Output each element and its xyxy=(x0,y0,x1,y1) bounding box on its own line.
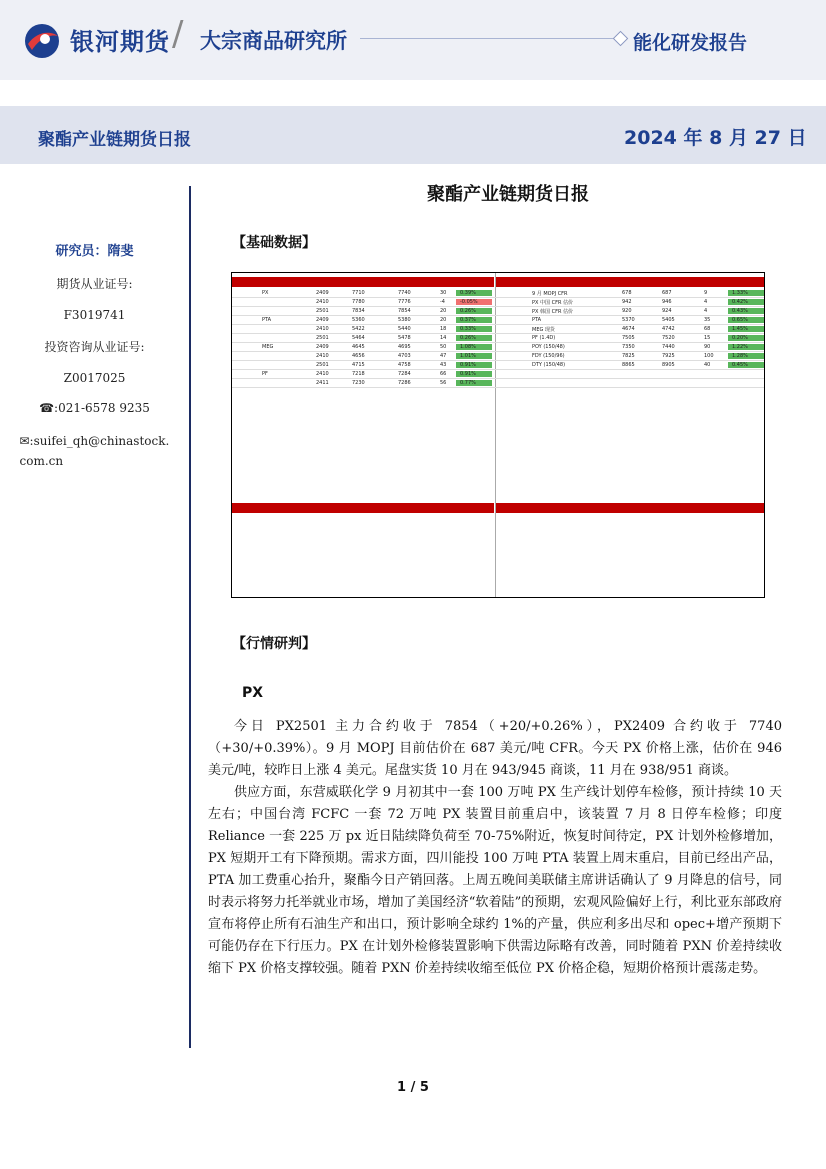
table-cell: FDY (150/96) xyxy=(532,353,565,359)
change-pct-text: 0.33% xyxy=(460,326,476,332)
table-cell: 90 xyxy=(704,344,711,350)
table-cell: 2410 xyxy=(316,326,329,332)
table-cell: 47 xyxy=(440,353,447,359)
change-pct-cell xyxy=(728,353,764,359)
change-pct-cell xyxy=(728,326,764,332)
table-cell: PF xyxy=(262,371,268,377)
change-pct-text: 1.33% xyxy=(732,290,748,296)
subsection-px: PX xyxy=(242,685,264,701)
table-cell: 7440 xyxy=(662,344,675,350)
table-cell: 7520 xyxy=(662,335,675,341)
table-cell: 4695 xyxy=(398,344,411,350)
change-pct-text: 0.42% xyxy=(732,299,748,305)
page-number: 1 / 5 xyxy=(397,1080,429,1095)
table-row-line xyxy=(232,360,764,361)
header-line xyxy=(360,38,622,39)
table-cell: 2411 xyxy=(316,380,329,386)
table-cell: 946 xyxy=(662,299,672,305)
change-pct-cell xyxy=(728,317,764,323)
change-pct-text: 0.39% xyxy=(460,290,476,296)
table-cell: 50 xyxy=(440,344,447,350)
table-cell: 5405 xyxy=(662,317,675,323)
phone: ☎:021-6578 9235 xyxy=(39,401,150,415)
sidebar xyxy=(0,240,189,471)
table-cell: 66 xyxy=(440,371,447,377)
table-cell: 9 月 MOPJ CFR xyxy=(532,291,568,297)
license-number: F3019741 xyxy=(63,308,126,322)
table-cell: 2409 xyxy=(316,344,329,350)
table-cell: POY (150/48) xyxy=(532,344,565,350)
change-pct-text: 0.20% xyxy=(732,335,748,341)
table-cell: DTY (150/48) xyxy=(532,362,566,368)
section-analysis: 【行情研判】 xyxy=(232,636,316,652)
change-pct-cell xyxy=(456,308,492,314)
table-divider xyxy=(495,273,496,597)
table-cell: 7218 xyxy=(352,371,365,377)
table-cell: 678 xyxy=(622,290,632,296)
email[interactable]: ✉:suifei_qh@chinastock.com.cn xyxy=(19,434,170,468)
table-cell: 43 xyxy=(440,362,447,368)
consult-number: Z0017025 xyxy=(63,371,126,385)
change-pct-text: 0.45% xyxy=(732,362,748,368)
band-title: 聚酯产业链期货日报 xyxy=(38,130,191,150)
change-pct-text: 1.45% xyxy=(732,326,748,332)
table-cell: 4 xyxy=(704,308,708,314)
table-cell: 5370 xyxy=(622,317,635,323)
table-cell: 4742 xyxy=(662,326,675,332)
divider-slash: / xyxy=(172,14,184,54)
table-cell: PTA xyxy=(532,317,542,323)
table-cell: 20 xyxy=(440,317,447,323)
change-pct-cell xyxy=(456,326,492,332)
table-cell: 4656 xyxy=(352,353,365,359)
change-pct-text: 1.08% xyxy=(460,344,476,350)
paragraph-price: 今日 PX2501 主力合约收于 7854（+20/+0.26%），PX2409 合约收于 7740（+30/+0.39%）。9 月 MOPJ 目前估价在 687 美元/吨 CFR。今天 PX 价格上涨，估价在 946 美元/吨，较昨日上涨 4 美元。尾盘实货 10 月在 943/945 商谈，11 月在 938/951 商谈。 xyxy=(208,719,782,778)
change-pct-text: 0.65% xyxy=(732,317,748,323)
table-cell: 7834 xyxy=(352,308,365,314)
galaxy-logo-icon xyxy=(22,22,62,60)
change-pct-cell xyxy=(728,362,764,368)
table-cell: 56 xyxy=(440,380,447,386)
change-pct-cell xyxy=(456,344,492,350)
table-right-header xyxy=(496,277,764,287)
change-pct-cell xyxy=(456,335,492,341)
table-cell: 14 xyxy=(440,335,447,341)
report-type: 能化研发报告 xyxy=(633,32,748,54)
table-cell: 2410 xyxy=(316,299,329,305)
table-cell: 5440 xyxy=(398,326,411,332)
table-cell: 2410 xyxy=(316,371,329,377)
table-cell: 5478 xyxy=(398,335,411,341)
table-cell: 4703 xyxy=(398,353,411,359)
table-row-line xyxy=(232,342,764,343)
table-cell: 924 xyxy=(662,308,672,314)
table-cell: 7505 xyxy=(622,335,635,341)
table-cell: PX 韩国 CFR 估价 xyxy=(532,309,574,315)
table-cell: 68 xyxy=(704,326,711,332)
table-cell: 2409 xyxy=(316,317,329,323)
table-cell: 8865 xyxy=(622,362,635,368)
table-cell: MEG 现货 xyxy=(532,327,555,333)
table-cell: 2501 xyxy=(316,362,329,368)
table-cell: 40 xyxy=(704,362,711,368)
document-title: 聚酯产业链期货日报 xyxy=(427,184,589,205)
table-cell: 7825 xyxy=(622,353,635,359)
change-pct-text: 0.43% xyxy=(732,308,748,314)
table-row-line xyxy=(232,333,764,334)
table-cell: 4674 xyxy=(622,326,635,332)
license-label: 期货从业证号: xyxy=(56,277,133,291)
table-row-line xyxy=(232,306,764,307)
table-cell: 5380 xyxy=(398,317,411,323)
table-cell: 7740 xyxy=(398,290,411,296)
table-cell: 4715 xyxy=(352,362,365,368)
table-row-line xyxy=(232,351,764,352)
table-cell: 30 xyxy=(440,290,447,296)
table-cell: 7925 xyxy=(662,353,675,359)
table-cell: PX xyxy=(262,290,269,296)
change-pct-cell xyxy=(456,362,492,368)
table-cell: 687 xyxy=(662,290,672,296)
table-cell: 100 xyxy=(704,353,714,359)
change-pct-text: -0.05% xyxy=(460,299,478,305)
consult-label: 投资咨询从业证号: xyxy=(44,340,145,354)
change-pct-cell xyxy=(456,317,492,323)
change-pct-cell xyxy=(456,353,492,359)
table-cell: 4645 xyxy=(352,344,365,350)
change-pct-cell xyxy=(728,290,764,296)
change-pct-text: 0.26% xyxy=(460,335,476,341)
table-cell: 9 xyxy=(704,290,708,296)
change-pct-cell xyxy=(456,290,492,296)
change-pct-text: 1.22% xyxy=(732,344,748,350)
table-cell: 7780 xyxy=(352,299,365,305)
brand-name: 银河期货 xyxy=(70,28,170,56)
table-cell: 4 xyxy=(704,299,708,305)
table-cell: 7710 xyxy=(352,290,365,296)
researcher-name: 研究员：隋斐 xyxy=(55,244,134,259)
table-cell: 7776 xyxy=(398,299,411,305)
table-cell: 20 xyxy=(440,308,447,314)
sidebar-divider xyxy=(189,186,191,1048)
change-pct-cell xyxy=(728,335,764,341)
table-cell: 2501 xyxy=(316,308,329,314)
table-cell: 7854 xyxy=(398,308,411,314)
table-cell: 35 xyxy=(704,317,711,323)
table-cell: 18 xyxy=(440,326,447,332)
table-cell: -4 xyxy=(440,299,445,305)
change-pct-text: 0.77% xyxy=(460,380,476,386)
table-cell: 2410 xyxy=(316,353,329,359)
table-cell: 7350 xyxy=(622,344,635,350)
change-pct-text: 1.01% xyxy=(460,353,476,359)
change-pct-cell xyxy=(728,299,764,305)
change-pct-cell xyxy=(456,371,492,377)
table-cell: 7230 xyxy=(352,380,365,386)
change-pct-text: 1.28% xyxy=(732,353,748,359)
table-left-header xyxy=(232,277,494,287)
change-pct-text: 0.26% xyxy=(460,308,476,314)
table-row-line xyxy=(232,324,764,325)
paragraph-supply-demand: 供应方面，东营威联化学 9 月初其中一套 100 万吨 PX 生产线计划停车检修，预计持续 10 天左右；中国台湾 FCFC 一套 72 万吨 PX 装置目前重启中，该装置 7 月 8 日停车检修；印度 Reliance 一套 225 万 px 近日陆续降负荷至 70-75%附近，恢复时间待定，PX 计划外检修增加，PX 短期开工有下降预期。需求方面，四川能投 100 万吨 PTA 装置上周末重启，目前已经出产品，PTA 加工费重心抬升，聚酯今日产销回落。上周五晚间美联储主席讲话确认了 9 月降息的信号，同时表示将努力托举就业市场，增加了美国经济“软着陆”的预期，宏观风险偏好上行，利比亚东部政府宣布将停止所有石油生产和出口，预计影响全球约 1%的产量，供应利多出尽和 opec+增产预期下可能仍存在下行压力。PX 在计划外检修装置影响下供需边际略有改善，同时随着 PXN 价差持续收缩下 PX 价格支撑较强。随着 PXN 价差持续收缩至低位 PX 价格企稳，短期价格预计震荡走势。 xyxy=(208,785,782,976)
table-left-header-2 xyxy=(232,503,494,513)
table-cell: 5360 xyxy=(352,317,365,323)
table-cell: 5422 xyxy=(352,326,365,332)
table-cell: PX 中国 CFR 估价 xyxy=(532,300,574,306)
section-basic-data: 【基础数据】 xyxy=(232,235,316,251)
table-cell: PF (1.4D) xyxy=(532,335,556,341)
change-pct-cell xyxy=(728,344,764,350)
data-table-image xyxy=(231,272,765,598)
table-cell: 15 xyxy=(704,335,711,341)
table-row-line xyxy=(232,297,764,298)
change-pct-cell xyxy=(456,380,492,386)
change-pct-text: 0.37% xyxy=(460,317,476,323)
table-row-line xyxy=(232,378,764,379)
table-cell: PTA xyxy=(262,317,272,323)
table-cell: 8905 xyxy=(662,362,675,368)
table-cell: 942 xyxy=(622,299,632,305)
table-cell: 7284 xyxy=(398,371,411,377)
table-cell: 5464 xyxy=(352,335,365,341)
table-right-header-2 xyxy=(496,503,764,513)
institute-name: 大宗商品研究所 xyxy=(200,29,347,53)
table-row-line xyxy=(232,369,764,370)
change-pct-text: 0.91% xyxy=(460,371,476,377)
table-cell: 7286 xyxy=(398,380,411,386)
table-cell: 4758 xyxy=(398,362,411,368)
change-pct-text: 0.91% xyxy=(460,362,476,368)
change-pct-cell xyxy=(728,308,764,314)
table-cell: MEG xyxy=(262,344,274,350)
table-cell: 2501 xyxy=(316,335,329,341)
table-cell: 2409 xyxy=(316,290,329,296)
table-cell: 920 xyxy=(622,308,632,314)
band-date: 2024 年 8 月 27 日 xyxy=(624,127,807,149)
table-row-line xyxy=(232,387,764,388)
table-row-line xyxy=(232,315,764,316)
change-pct-cell xyxy=(456,299,492,305)
